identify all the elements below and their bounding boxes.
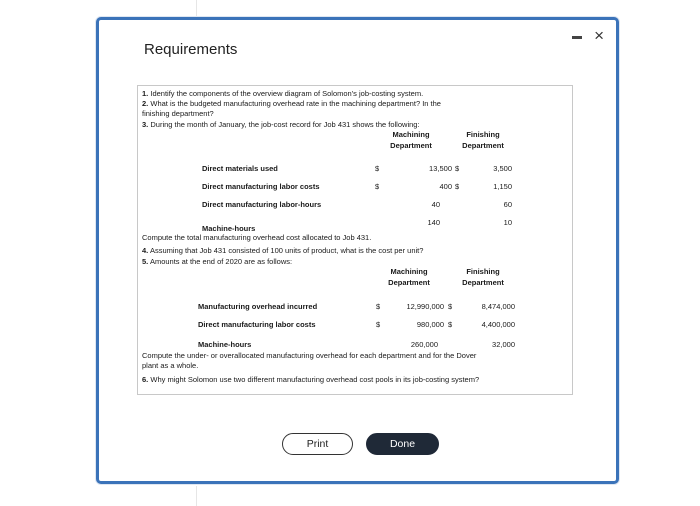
finishing-value: 4,400,000 [481, 320, 515, 329]
requirement-3-question: Compute the total manufacturing overhead cost allocated to Job 431. [142, 233, 372, 242]
machining-value: 140 [427, 218, 440, 227]
row-label: Direct manufacturing labor costs [198, 320, 316, 329]
close-icon[interactable]: × [594, 26, 604, 45]
currency-symbol: $ [448, 320, 453, 329]
currency-symbol: $ [455, 182, 460, 191]
background-divider [196, 0, 197, 18]
done-button[interactable]: Done [366, 433, 439, 455]
requirement-4: 4. Assuming that Job 431 consisted of 100 units of product, what is the cost per unit? [142, 246, 424, 255]
row-label: Machine-hours [202, 224, 256, 233]
machining-value: 13,500 [429, 164, 452, 173]
row-label: Machine-hours [198, 340, 252, 349]
requirements-dialog [96, 17, 619, 484]
window-controls [572, 26, 604, 45]
table1-header-machining: Machining Department [390, 130, 432, 150]
requirement-1: 1. Identify the components of the overview diagram of Solomon's job-costing system. [142, 89, 424, 98]
row-label: Direct materials used [202, 164, 278, 173]
finishing-value: 1,150 [493, 182, 512, 191]
currency-symbol: $ [376, 320, 381, 329]
row-label: Direct manufacturing labor costs [202, 182, 320, 191]
table2-header-finishing: Finishing Department [462, 267, 504, 287]
machining-value: 980,000 [416, 320, 444, 329]
currency-symbol: $ [448, 302, 453, 311]
minimize-icon[interactable] [572, 36, 582, 39]
row-label: Manufacturing overhead incurred [198, 302, 318, 311]
finishing-value: 32,000 [492, 340, 515, 349]
machining-value: 400 [439, 182, 452, 191]
machining-value: 260,000 [410, 340, 438, 349]
requirement-2: 2. What is the budgeted manufacturing overhead rate in the machining department? In the [142, 99, 441, 108]
finishing-value: 3,500 [493, 164, 512, 173]
currency-symbol: $ [375, 164, 380, 173]
requirement-5-question-continued: plant as a whole. [142, 361, 199, 370]
currency-symbol: $ [376, 302, 381, 311]
background-divider [196, 486, 197, 506]
requirement-3: 3. During the month of January, the job-cost record for Job 431 shows the following: [142, 120, 420, 129]
machining-value: 12,990,000 [406, 302, 444, 311]
dialog-title: Requirements [144, 41, 238, 58]
finishing-value: 10 [503, 218, 512, 227]
requirement-2-continued: finishing department? [142, 109, 214, 118]
print-button[interactable]: Print [282, 433, 353, 455]
finishing-value: 60 [503, 200, 512, 209]
requirement-5: 5. Amounts at the end of 2020 are as follows: [142, 257, 293, 266]
currency-symbol: $ [375, 182, 380, 191]
finishing-value: 8,474,000 [481, 302, 515, 311]
requirements-content [137, 85, 573, 395]
requirement-6: 6. Why might Solomon use two different manufacturing overhead cost pools in its job-costing system? [142, 375, 480, 384]
row-label: Direct manufacturing labor-hours [202, 200, 322, 209]
currency-symbol: $ [455, 164, 460, 173]
table2-header-machining: Machining Department [388, 267, 430, 287]
machining-value: 40 [431, 200, 440, 209]
requirement-5-question: Compute the under- or overallocated manufacturing overhead for each department and for the Dover [142, 351, 477, 360]
table1-header-finishing: Finishing Department [462, 130, 504, 150]
